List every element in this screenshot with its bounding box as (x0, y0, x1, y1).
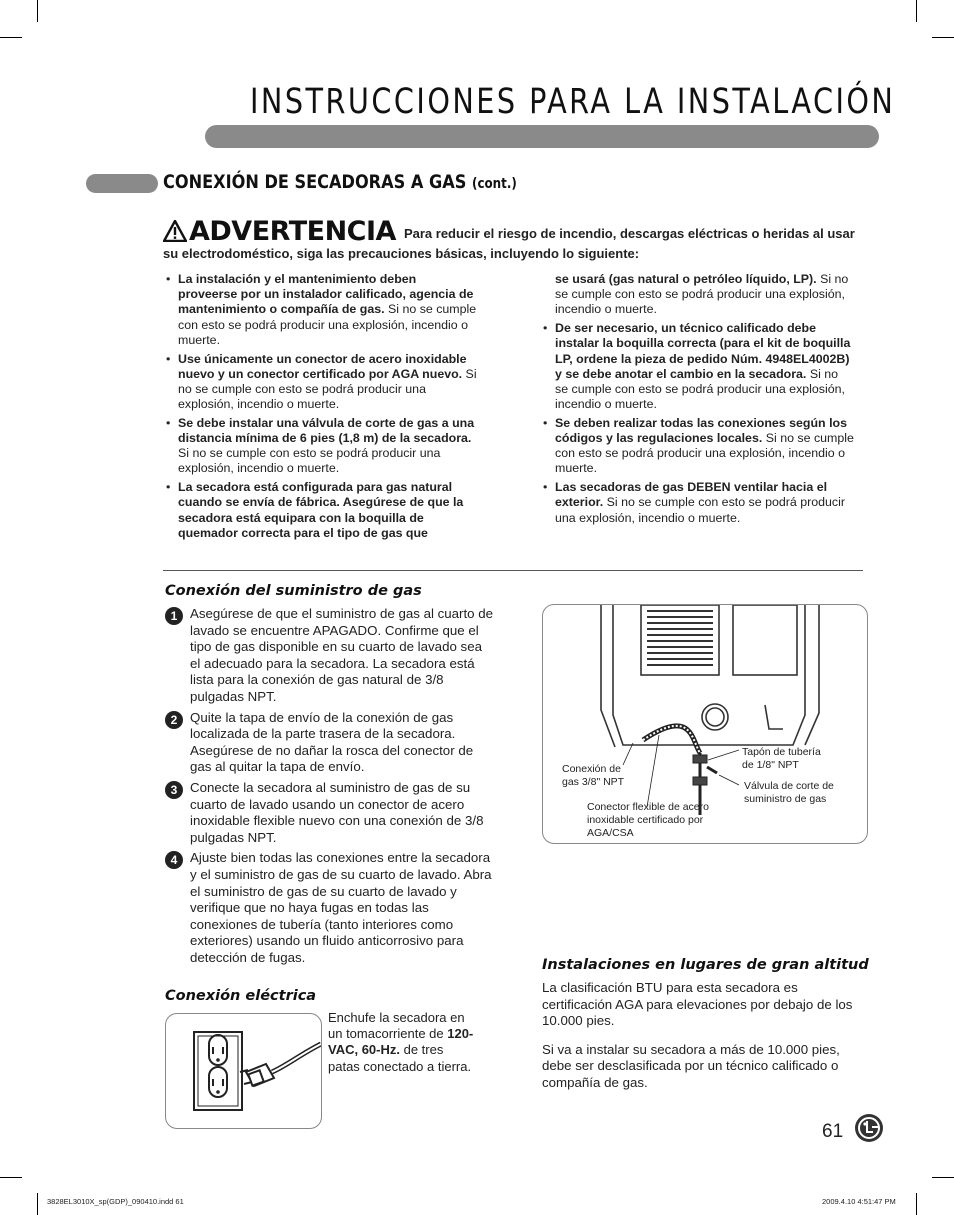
list-item: • Las secadoras de gas DEBEN ventilar hacia el exterior. Si no se cumple con esto se podrá producir una explosión, incendio o muerte. (543, 480, 845, 525)
label-flex-connector: Conector flexible de acero inoxidable certificado por AGA/CSA (587, 801, 709, 839)
altitude-paragraph: La clasificación BTU para esta secadora es certificación AGA para elevaciones por debajo de los 10.000 pies. (542, 980, 853, 1029)
altitude-heading: Instalaciones en lugares de gran altitud (542, 957, 869, 973)
step-number: 1 (165, 607, 183, 625)
crop-mark (0, 37, 22, 38)
step-item: 1 Asegúrese de que el suministro de gas al cuarto de lavado se encuentre APAGADO. Confirme que el tipo de gas disponible en su cuarto de lavado sea el adecuado para la secadora. La secadora está lista para la conexión de gas natural de 3/8 pulgadas NPT. (165, 606, 495, 706)
list-item: • La secadora está configurada para gas natural cuando se envía de fábrica. Asegúrese de que la secadora está equipara con la boquilla de quemador correcta para el tipo de gas que (166, 480, 464, 540)
step-number: 3 (165, 781, 183, 799)
step-number: 2 (165, 711, 183, 729)
list-item-continuation: se usará (gas natural o petróleo líquido, LP). Si no se cumple con esto se podrá producir una explosión, incendio o muerte. (555, 272, 849, 317)
page-title: INSTRUCCIONES PARA LA INSTALACIÓN (250, 82, 896, 122)
section-heading-suffix: (cont.) (472, 176, 517, 192)
crop-mark (37, 0, 38, 22)
step-number: 4 (165, 851, 183, 869)
step-item: 3 Conecte la secadora al suministro de gas de su cuarto de lavado usando un conector de acero inoxidable flexible nuevo con una conexión de 3/8 pulgadas NPT. (165, 780, 495, 846)
section-heading-text: CONEXIÓN DE SECADORAS A GAS (163, 171, 467, 193)
step-item: 4 Ajuste bien todas las conexiones entre la secadora y el suministro de gas de su cuarto de lavado. Abra el suministro de gas de su cuarto de lavado y verifique que no haya fugas en todas las conexiones de tubería (tanto interiores como exteriores) usando un fluido anticorrosivo para detección de fugas. (165, 850, 495, 966)
warning-intro: Para reducir el riesgo de incendio, descargas eléctricas o heridas al usar su electrodoméstico, siga las precauciones básicas, incluyendo lo siguiente: (163, 226, 855, 261)
label-shutoff-valve: Válvula de corte de suministro de gas (744, 780, 834, 805)
warning-word: ADVERTENCIA (189, 216, 396, 247)
crop-mark (0, 1177, 22, 1178)
crop-mark (916, 0, 917, 22)
electrical-text: Enchufe la secadora en un tomacorriente de 120-VAC, 60-Hz. de tres patas conectado a tierra. (328, 1010, 474, 1074)
footer-file-info: 3828EL3010X_sp(GDP)_090410.indd 61 (47, 1197, 184, 1206)
crop-mark (916, 1193, 917, 1215)
warning-bullets-right (542, 272, 854, 529)
gas-supply-heading: Conexión del suministro de gas (165, 583, 422, 599)
warning-block (163, 216, 863, 262)
crop-mark (932, 1177, 954, 1178)
electrical-heading: Conexión eléctrica (165, 988, 317, 1004)
warning-bullets-left (165, 272, 477, 544)
label-pipe-cap: Tapón de tubería de 1/8" NPT (742, 746, 821, 771)
warning-triangle-icon (163, 220, 187, 246)
label-gas-connection: Conexión de gas 3/8" NPT (562, 763, 625, 788)
list-item: • De ser necesario, un técnico calificado debe instalar la boquilla correcta (para el kit de boquilla LP, ordene la pieza de pedido Núm. 4948EL4002B) y se debe anotar el cambio en la secadora. Si no se cumple con esto se podrá producir una explosión, incendio o muerte. (543, 321, 851, 412)
list-item: • Use únicamente un conector de acero inoxidable nuevo y un conector certificado por AGA nuevo. Si no se cumple con esto se podrá producir una explosión, incendio o muerte. (166, 351, 477, 412)
outlet-illustration (165, 1013, 322, 1129)
section-heading (163, 171, 517, 193)
crop-mark (932, 37, 954, 38)
crop-mark (37, 1193, 38, 1215)
altitude-text (542, 980, 866, 1104)
step-item: 2 Quite la tapa de envío de la conexión de gas localizada de la parte trasera de la secadora. Asegúrese de no dañar la rosca del conector de gas al quitar la tapa de envío. (165, 710, 495, 776)
list-item: • Se deben realizar todas las conexiones según los códigos y las regulaciones locales. Si no se cumple con esto se podrá producir una explosión, incendio o muerte. (543, 415, 854, 476)
section-marker (86, 174, 158, 193)
lg-logo-icon (854, 1113, 884, 1148)
page-number: 61 (822, 1121, 844, 1142)
list-item: • La instalación y el mantenimiento deben proveerse por un instalador calificado, agencia de mantenimiento o compañía de gas. Si no se cumple con esto se podrá producir una explosión, incendio o muerte. (166, 272, 477, 347)
outlet-plug-icon (166, 1014, 321, 1128)
title-underline-bar (205, 125, 879, 148)
footer-timestamp: 2009.4.10 4:51:47 PM (822, 1197, 896, 1206)
list-item: • Se debe instalar una válvula de corte de gas a una distancia mínima de 6 pies (1,8 m) de la secadora. Si no se cumple con esto se podrá producir una explosión, incendio o muerte. (166, 415, 475, 476)
gas-connection-diagram (542, 604, 868, 844)
divider (163, 570, 863, 571)
altitude-paragraph: Si va a instalar su secadora a más de 10.000 pies, debe ser desclasificada por un técnico calificado o compañía de gas. (542, 1041, 840, 1090)
gas-supply-steps (165, 606, 495, 970)
